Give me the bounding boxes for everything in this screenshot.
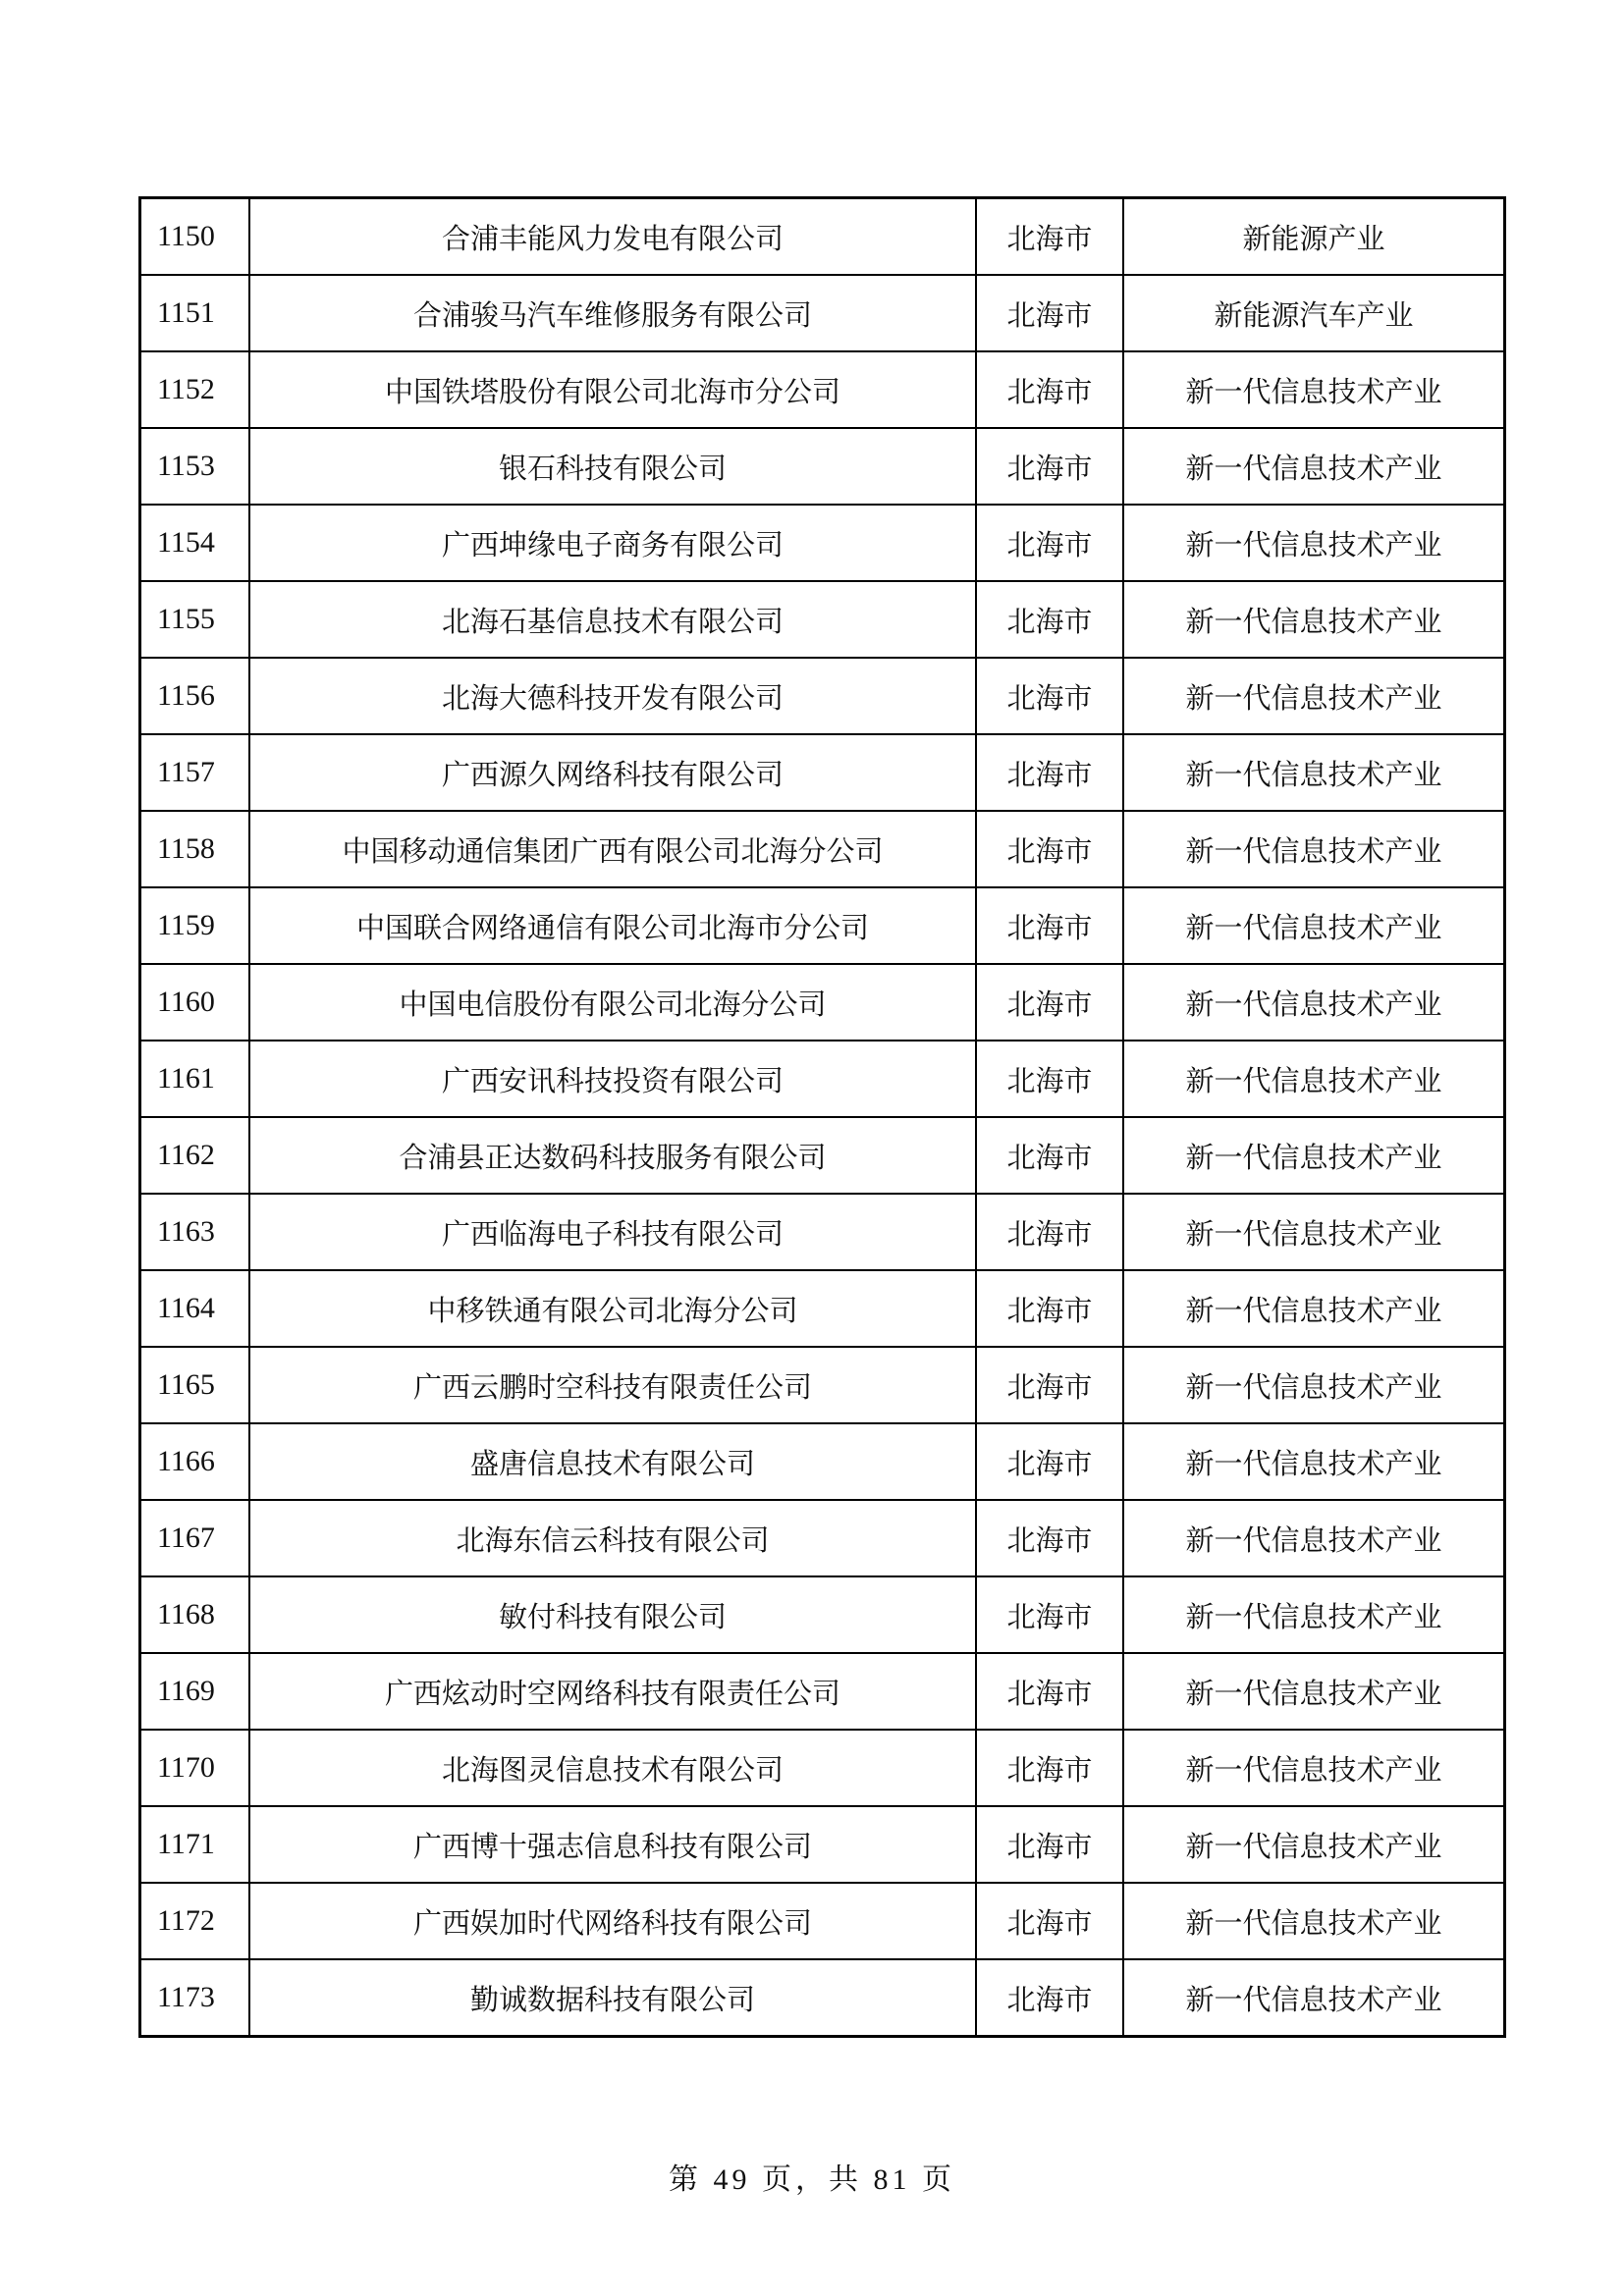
company-name: 敏付科技有限公司 bbox=[249, 1576, 976, 1653]
table-row bbox=[140, 1194, 1505, 1270]
industry: 新一代信息技术产业 bbox=[1123, 505, 1505, 581]
industry: 新一代信息技术产业 bbox=[1123, 1194, 1505, 1270]
table-row bbox=[140, 198, 1505, 276]
row-number: 1164 bbox=[140, 1270, 250, 1347]
city: 北海市 bbox=[976, 887, 1123, 964]
city: 北海市 bbox=[976, 1041, 1123, 1117]
row-number: 1157 bbox=[140, 734, 250, 811]
table-row bbox=[140, 1270, 1505, 1347]
row-number: 1153 bbox=[140, 428, 250, 505]
company-name: 广西坤缘电子商务有限公司 bbox=[249, 505, 976, 581]
table-row bbox=[140, 351, 1505, 428]
table-row bbox=[140, 1347, 1505, 1423]
row-number: 1162 bbox=[140, 1117, 250, 1194]
row-number: 1154 bbox=[140, 505, 250, 581]
company-name: 合浦丰能风力发电有限公司 bbox=[249, 198, 976, 276]
city: 北海市 bbox=[976, 198, 1123, 276]
table-row bbox=[140, 811, 1505, 887]
city: 北海市 bbox=[976, 505, 1123, 581]
row-number: 1160 bbox=[140, 964, 250, 1041]
company-table bbox=[138, 196, 1506, 2038]
industry: 新一代信息技术产业 bbox=[1123, 581, 1505, 658]
industry: 新一代信息技术产业 bbox=[1123, 1041, 1505, 1117]
city: 北海市 bbox=[976, 1270, 1123, 1347]
table-row bbox=[140, 1806, 1505, 1883]
industry: 新一代信息技术产业 bbox=[1123, 1806, 1505, 1883]
company-name: 广西娱加时代网络科技有限公司 bbox=[249, 1883, 976, 1959]
row-number: 1167 bbox=[140, 1500, 250, 1576]
city: 北海市 bbox=[976, 1653, 1123, 1730]
row-number: 1158 bbox=[140, 811, 250, 887]
company-name: 合浦骏马汽车维修服务有限公司 bbox=[249, 275, 976, 351]
industry: 新一代信息技术产业 bbox=[1123, 1576, 1505, 1653]
company-name: 广西炫动时空网络科技有限责任公司 bbox=[249, 1653, 976, 1730]
company-name: 北海大德科技开发有限公司 bbox=[249, 658, 976, 734]
company-name: 北海图灵信息技术有限公司 bbox=[249, 1730, 976, 1806]
table-row bbox=[140, 1500, 1505, 1576]
table-row bbox=[140, 658, 1505, 734]
table-row bbox=[140, 505, 1505, 581]
city: 北海市 bbox=[976, 811, 1123, 887]
industry: 新一代信息技术产业 bbox=[1123, 811, 1505, 887]
industry: 新能源汽车产业 bbox=[1123, 275, 1505, 351]
row-number: 1172 bbox=[140, 1883, 250, 1959]
table-row bbox=[140, 428, 1505, 505]
row-number: 1155 bbox=[140, 581, 250, 658]
industry: 新一代信息技术产业 bbox=[1123, 1423, 1505, 1500]
company-name: 中国移动通信集团广西有限公司北海分公司 bbox=[249, 811, 976, 887]
city: 北海市 bbox=[976, 275, 1123, 351]
city: 北海市 bbox=[976, 1347, 1123, 1423]
city: 北海市 bbox=[976, 428, 1123, 505]
industry: 新一代信息技术产业 bbox=[1123, 428, 1505, 505]
city: 北海市 bbox=[976, 1959, 1123, 2037]
company-name: 北海东信云科技有限公司 bbox=[249, 1500, 976, 1576]
company-name: 广西博十强志信息科技有限公司 bbox=[249, 1806, 976, 1883]
city: 北海市 bbox=[976, 1730, 1123, 1806]
table-row bbox=[140, 1041, 1505, 1117]
row-number: 1152 bbox=[140, 351, 250, 428]
company-name: 北海石基信息技术有限公司 bbox=[249, 581, 976, 658]
industry: 新一代信息技术产业 bbox=[1123, 1959, 1505, 2037]
city: 北海市 bbox=[976, 1500, 1123, 1576]
company-name: 中国铁塔股份有限公司北海市分公司 bbox=[249, 351, 976, 428]
industry: 新一代信息技术产业 bbox=[1123, 1883, 1505, 1959]
row-number: 1169 bbox=[140, 1653, 250, 1730]
company-name: 勤诚数据科技有限公司 bbox=[249, 1959, 976, 2037]
city: 北海市 bbox=[976, 1883, 1123, 1959]
row-number: 1166 bbox=[140, 1423, 250, 1500]
page-number: 第 49 页，共 81 页 bbox=[669, 2163, 955, 2196]
table-row bbox=[140, 734, 1505, 811]
industry: 新一代信息技术产业 bbox=[1123, 1117, 1505, 1194]
city: 北海市 bbox=[976, 964, 1123, 1041]
city: 北海市 bbox=[976, 1576, 1123, 1653]
row-number: 1161 bbox=[140, 1041, 250, 1117]
industry: 新能源产业 bbox=[1123, 198, 1505, 276]
city: 北海市 bbox=[976, 1194, 1123, 1270]
row-number: 1173 bbox=[140, 1959, 250, 2037]
company-name: 广西云鹏时空科技有限责任公司 bbox=[249, 1347, 976, 1423]
row-number: 1170 bbox=[140, 1730, 250, 1806]
industry: 新一代信息技术产业 bbox=[1123, 1653, 1505, 1730]
industry: 新一代信息技术产业 bbox=[1123, 964, 1505, 1041]
table-row bbox=[140, 1959, 1505, 2037]
table-row bbox=[140, 1423, 1505, 1500]
company-name: 广西临海电子科技有限公司 bbox=[249, 1194, 976, 1270]
industry: 新一代信息技术产业 bbox=[1123, 734, 1505, 811]
industry: 新一代信息技术产业 bbox=[1123, 1730, 1505, 1806]
company-name: 盛唐信息技术有限公司 bbox=[249, 1423, 976, 1500]
table-row bbox=[140, 1117, 1505, 1194]
city: 北海市 bbox=[976, 658, 1123, 734]
city: 北海市 bbox=[976, 1806, 1123, 1883]
table-row bbox=[140, 1653, 1505, 1730]
company-name: 中国电信股份有限公司北海分公司 bbox=[249, 964, 976, 1041]
row-number: 1171 bbox=[140, 1806, 250, 1883]
city: 北海市 bbox=[976, 1117, 1123, 1194]
row-number: 1165 bbox=[140, 1347, 250, 1423]
row-number: 1150 bbox=[140, 198, 250, 276]
company-name: 广西源久网络科技有限公司 bbox=[249, 734, 976, 811]
industry: 新一代信息技术产业 bbox=[1123, 887, 1505, 964]
table-row bbox=[140, 964, 1505, 1041]
city: 北海市 bbox=[976, 734, 1123, 811]
table-row bbox=[140, 1730, 1505, 1806]
industry: 新一代信息技术产业 bbox=[1123, 1347, 1505, 1423]
row-number: 1163 bbox=[140, 1194, 250, 1270]
row-number: 1151 bbox=[140, 275, 250, 351]
table-row bbox=[140, 887, 1505, 964]
row-number: 1168 bbox=[140, 1576, 250, 1653]
table-row bbox=[140, 581, 1505, 658]
table-row bbox=[140, 275, 1505, 351]
company-name: 银石科技有限公司 bbox=[249, 428, 976, 505]
company-name: 广西安讯科技投资有限公司 bbox=[249, 1041, 976, 1117]
industry: 新一代信息技术产业 bbox=[1123, 1500, 1505, 1576]
industry: 新一代信息技术产业 bbox=[1123, 658, 1505, 734]
company-name: 合浦县正达数码科技服务有限公司 bbox=[249, 1117, 976, 1194]
table-row bbox=[140, 1576, 1505, 1653]
table-row bbox=[140, 1883, 1505, 1959]
city: 北海市 bbox=[976, 351, 1123, 428]
city: 北海市 bbox=[976, 1423, 1123, 1500]
industry: 新一代信息技术产业 bbox=[1123, 351, 1505, 428]
city: 北海市 bbox=[976, 581, 1123, 658]
industry: 新一代信息技术产业 bbox=[1123, 1270, 1505, 1347]
company-name: 中移铁通有限公司北海分公司 bbox=[249, 1270, 976, 1347]
company-name: 中国联合网络通信有限公司北海市分公司 bbox=[249, 887, 976, 964]
row-number: 1159 bbox=[140, 887, 250, 964]
row-number: 1156 bbox=[140, 658, 250, 734]
